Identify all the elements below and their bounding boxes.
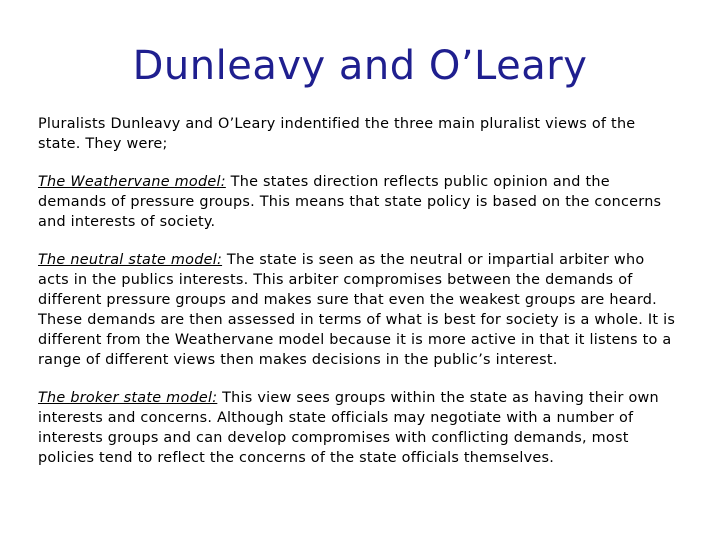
broker-state-model-text: This view sees groups within the state as having their own interests and concerns. Although state officials may negotiate with a number of interests groups and can develop compromises with conflicting demands, most policies tend to reflect the concerns of the state officials themselves. [38, 390, 659, 466]
weathervane-model-term: The Weathervane model: [38, 174, 226, 190]
broker-state-model-term: The broker state model: [38, 390, 218, 406]
broker-state-model-paragraph [38, 388, 678, 468]
intro-paragraph: Pluralists Dunleavy and O’Leary indentified the three main pluralist views of the state. They were; [38, 116, 636, 152]
slide-title: Dunleavy and O’Leary [132, 43, 588, 89]
weathervane-model-text: The states direction reflects public opinion and the demands of pressure groups. This means that state policy is based on the concerns and interests of society. [38, 174, 662, 230]
neutral-state-model-term: The neutral state model: [38, 252, 223, 268]
neutral-state-model-text: The state is seen as the neutral or impartial arbiter who acts in the publics interests. This arbiter compromises between the demands of different pressure groups and makes sure that even the weakest groups are heard. These demands are then assessed in terms of what is best for society is a whole. It is different from the Weathervane model because it is more active in that it listens to a range of different views then makes decisions in the public’s interest. [38, 252, 676, 368]
slide-body [38, 114, 678, 486]
neutral-state-model-paragraph [38, 250, 678, 370]
weathervane-model-paragraph [38, 172, 678, 232]
